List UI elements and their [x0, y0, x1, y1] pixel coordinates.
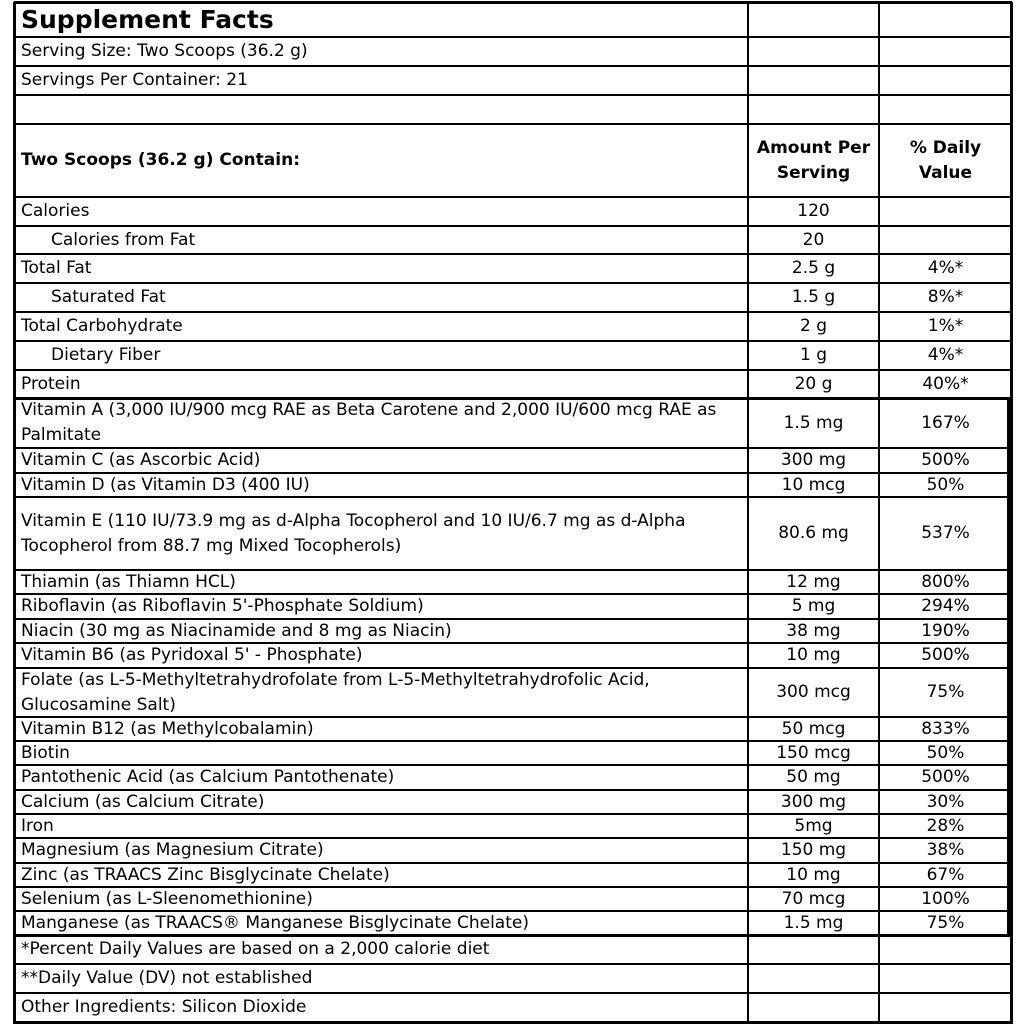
nutrient-name: Iron — [21, 815, 54, 836]
nutrient-name: Magnesium (as Magnesium Citrate) — [21, 840, 324, 860]
serving-size: Serving Size: Two Scoops (36.2 g) — [21, 41, 308, 61]
nutrient-daily-value: 294% — [921, 596, 970, 616]
nutrient-name: Vitamin C (as Ascorbic Acid) — [21, 450, 261, 470]
nutrient-daily-value: 30% — [926, 791, 965, 812]
nutrient-amount: 300 mg — [780, 450, 847, 470]
nutrient-amount: 150 mcg — [776, 742, 851, 763]
nutrient-daily-value: 833% — [921, 718, 970, 739]
nutrient-amount: 5 mg — [791, 596, 836, 616]
macro-amount: 2.5 g — [791, 258, 836, 278]
macro-amount: 2 g — [799, 316, 827, 336]
macro-name: Total Fat — [21, 258, 92, 278]
nutrient-amount: 50 mg — [786, 767, 841, 787]
macro-daily-value — [881, 227, 1010, 253]
macro-daily-value — [881, 198, 1010, 225]
nutrient-amount: 10 mg — [786, 864, 841, 885]
nutrient-name: Vitamin D (as Vitamin D3 (400 IU) — [21, 474, 310, 495]
nutrient-amount: 70 mcg — [781, 888, 846, 909]
column-divider — [747, 2, 749, 1022]
footnote-percent-dv: *Percent Daily Values are based on a 2,000 calorie diet — [21, 939, 490, 959]
nutrient-daily-value: 500% — [921, 645, 970, 665]
nutrient-daily-value: 190% — [921, 620, 970, 641]
nutrient-daily-value: 75% — [926, 682, 965, 702]
nutrient-name: Manganese (as TRAACS® Manganese Bisglycinate Chelate) — [21, 912, 529, 933]
nutrient-name: Vitamin A (3,000 IU/900 mcg RAE as Beta Carotene and 2,000 IU/600 mcg RAE as Palmitate — [21, 400, 717, 445]
nutrient-amount: 10 mcg — [781, 474, 846, 495]
header-contain: Two Scoops (36.2 g) Contain: — [21, 150, 300, 170]
row-divider — [14, 94, 1012, 96]
nutrient-daily-value: 800% — [921, 571, 970, 592]
macro-daily-value: 40%* — [922, 373, 969, 394]
nutrient-daily-value: 38% — [926, 840, 965, 860]
nutrient-name: Folate (as L-5-Methyltetrahydrofolate from L-5-Methyltetrahydrofolic Acid, Glucosamine Salt) — [21, 669, 650, 715]
nutrient-daily-value: 100% — [921, 888, 970, 909]
nutrient-daily-value: 50% — [926, 474, 965, 495]
macro-name: Dietary Fiber — [51, 345, 161, 365]
macro-daily-value: 4%* — [927, 345, 964, 365]
nutrient-daily-value: 537% — [921, 523, 970, 543]
header-daily-value: % Daily Value — [909, 137, 982, 183]
nutrient-amount: 5mg — [794, 815, 833, 836]
nutrient-amount: 150 mg — [780, 840, 847, 860]
nutrient-daily-value: 500% — [921, 767, 970, 787]
macro-daily-value: 1%* — [927, 316, 964, 336]
nutrient-daily-value: 28% — [926, 815, 965, 836]
nutrient-name: Zinc (as TRAACS Zinc Bisglycinate Chelate) — [21, 864, 390, 885]
macro-daily-value: 8%* — [927, 287, 964, 307]
nutrient-amount: 50 mcg — [781, 718, 846, 739]
nutrient-amount: 300 mg — [780, 791, 847, 812]
macro-amount: 120 — [797, 201, 830, 221]
nutrient-name: Selenium (as L-Sleenomethionine) — [21, 888, 313, 909]
nutrient-name: Thiamin (as Thiamn HCL) — [21, 571, 236, 592]
nutrient-name: Vitamin B12 (as Methylcobalamin) — [21, 718, 314, 739]
nutrient-name: Vitamin B6 (as Pyridoxal 5' - Phosphate) — [21, 645, 363, 665]
macro-name: Calories from Fat — [51, 229, 196, 250]
nutrient-amount: 1.5 mg — [783, 412, 844, 433]
macro-amount: 1 g — [799, 345, 827, 365]
macro-name: Protein — [21, 373, 81, 394]
nutrient-amount: 38 mg — [786, 620, 841, 641]
nutrient-amount: 80.6 mg — [778, 523, 849, 543]
macro-name: Calories — [21, 201, 90, 221]
nutrient-name: Niacin (30 mg as Niacinamide and 8 mg as Niacin) — [21, 620, 452, 641]
nutrient-daily-value: 167% — [921, 412, 970, 433]
nutrient-amount: 10 mg — [786, 645, 841, 665]
other-ingredients: Other Ingredients: Silicon Dioxide — [21, 997, 307, 1017]
nutrient-daily-value: 67% — [926, 864, 965, 885]
macro-amount: 1.5 g — [791, 287, 836, 307]
nutrient-amount: 300 mcg — [776, 682, 851, 702]
nutrient-amount: 1.5 mg — [783, 912, 844, 933]
macro-amount: 20 — [802, 229, 825, 250]
page-title: Supplement Facts — [21, 5, 274, 34]
servings-per-container: Servings Per Container: 21 — [21, 70, 248, 90]
footnote-dv-not-established: **Daily Value (DV) not established — [21, 968, 313, 988]
macro-name: Saturated Fat — [51, 287, 166, 307]
nutrient-name: Calcium (as Calcium Citrate) — [21, 791, 265, 812]
nutrient-name: Vitamin E (110 IU/73.9 mg as d-Alpha Tocopherol and 10 IU/6.7 mg as d-Alpha Tocopherol from 88.7 mg Mixed Tocopherols) — [21, 510, 686, 556]
column-divider — [878, 2, 880, 1022]
macro-name: Total Carbohydrate — [21, 316, 183, 336]
nutrient-amount: 12 mg — [786, 571, 841, 592]
macro-amount: 20 g — [794, 373, 833, 394]
nutrient-name: Riboflavin (as Riboflavin 5'-Phosphate Soldium) — [21, 596, 424, 616]
nutrient-daily-value: 75% — [926, 912, 965, 933]
macro-daily-value: 4%* — [927, 258, 964, 278]
header-amount: Amount Per Serving — [756, 137, 871, 183]
nutrient-daily-value: 500% — [921, 450, 970, 470]
nutrient-daily-value: 50% — [926, 742, 965, 763]
nutrient-name: Biotin — [21, 742, 70, 763]
nutrient-name: Pantothenic Acid (as Calcium Pantothenate) — [21, 767, 395, 787]
